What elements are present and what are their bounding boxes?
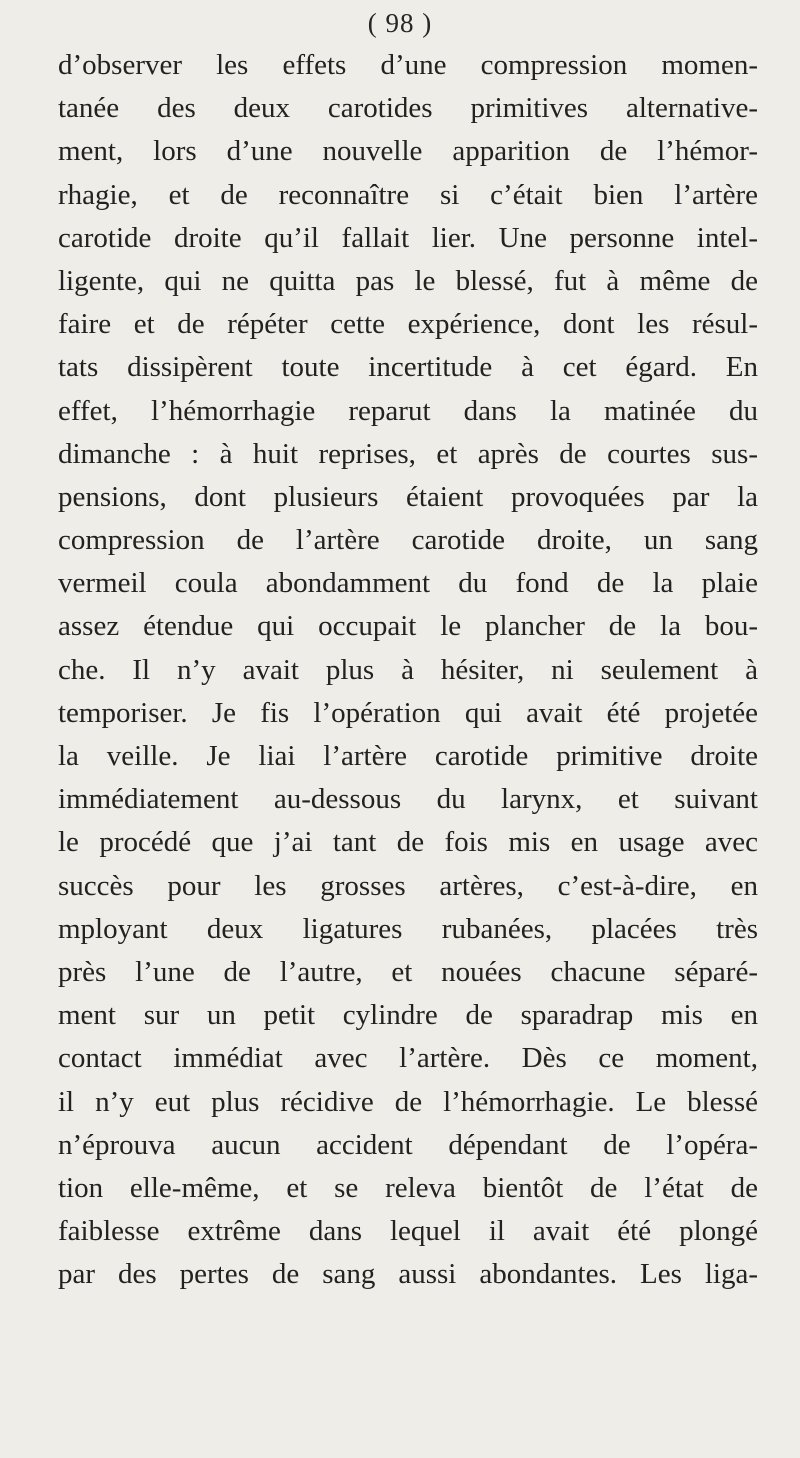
page-number: ( 98 ) (367, 8, 433, 38)
text-line: dimanche : à huit reprises, et après de courtes sus- (58, 437, 758, 470)
text-line: pensions, dont plusieurs étaient provoquées par la (58, 480, 758, 513)
text-line: tion elle-même, et se releva bientôt de l’état de (58, 1171, 758, 1204)
text-line: près l’une de l’autre, et nouées chacune séparé- (58, 955, 758, 988)
text-line: compression de l’artère carotide droite, un sang (58, 524, 758, 557)
text-line: par des pertes de sang aussi abondantes. Les liga- (58, 1258, 758, 1291)
text-line: immédiatement au-dessous du larynx, et suivant (58, 783, 758, 816)
text-line: le procédé que j’ai tant de fois mis en usage avec (58, 826, 758, 859)
text-line: la veille. Je liai l’artère carotide primitive droite (58, 740, 758, 772)
text-line: assez étendue qui occupait le plancher de la bou- (58, 610, 758, 643)
text-line: tanée des deux carotides primitives alternative- (58, 92, 758, 125)
text-line: il n’y eut plus récidive de l’hémorrhagie. Le blessé (58, 1085, 758, 1118)
text-line: ment sur un petit cylindre de sparadrap mis en (58, 999, 758, 1032)
text-line: n’éprouva aucun accident dépendant de l’opéra- (58, 1128, 758, 1161)
text-line: faire et de répéter cette expérience, dont les résul- (58, 308, 758, 341)
text-line: effet, l’hémorrhagie reparut dans la matinée du (58, 394, 758, 427)
text-line: faiblesse extrême dans lequel il avait été plongé (58, 1215, 758, 1248)
text-line: rhagie, et de reconnaître si c’était bien l’artère (58, 178, 758, 211)
text-line: d’observer les effets d’une compression momen- (58, 49, 758, 81)
text-line: mployant deux ligatures rubanées, placées très (58, 912, 758, 945)
body-text (58, 44, 758, 1296)
text-line: vermeil coula abondamment du fond de la plaie (58, 567, 758, 600)
text-line: succès pour les grosses artères, c’est-à-dire, en (58, 869, 758, 902)
text-line: ment, lors d’une nouvelle apparition de l’hémor- (58, 135, 758, 168)
text-line: contact immédiat avec l’artère. Dès ce moment, (58, 1042, 758, 1075)
text-line: temporiser. Je fis l’opération qui avait été projetée (58, 696, 758, 729)
text-line: carotide droite qu’il fallait lier. Une personne intel- (58, 221, 758, 254)
text-line: ligente, qui ne quitta pas le blessé, fut à même de (58, 264, 758, 297)
text-line: che. Il n’y avait plus à hésiter, ni seulement à (58, 653, 758, 686)
text-line: tats dissipèrent toute incertitude à cet égard. En (58, 351, 758, 384)
